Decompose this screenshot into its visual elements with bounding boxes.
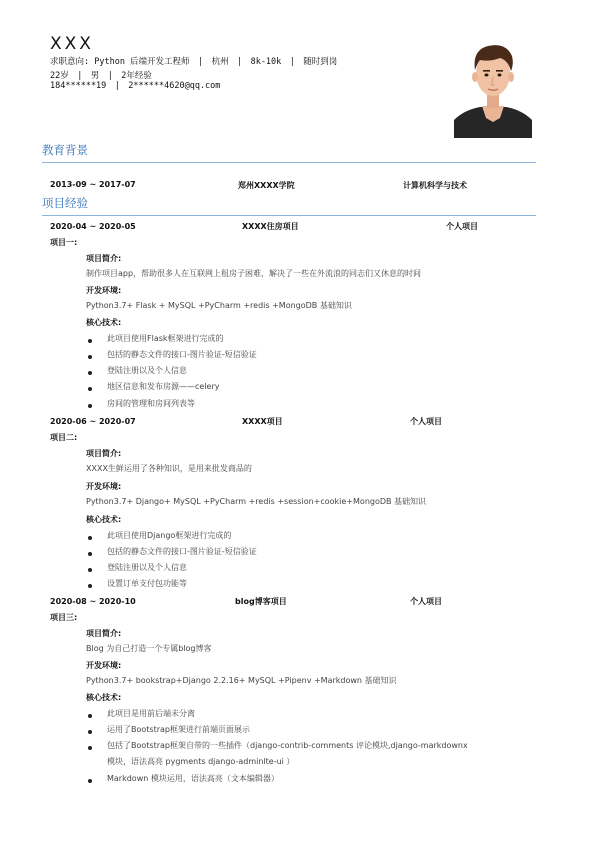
project-role: 个人项目 xyxy=(410,417,442,426)
tech-item: 地区信息和发布房源——celery xyxy=(107,382,220,391)
section-divider xyxy=(42,162,536,163)
candidate-name: XXX xyxy=(50,34,94,54)
env-text: Python3.7+ bookstrap+Django 2.2.16+ MySQL +Pipenv +Markdown 基础知识 xyxy=(86,676,397,685)
tech-label: 核心技术: xyxy=(86,693,122,702)
project-index: 项目三: xyxy=(50,613,78,622)
bullet-icon xyxy=(88,730,92,734)
env-text: Python3.7+ Django+ MySQL +PyCharm +redis +session+cookie+MongoDB 基础知识 xyxy=(86,497,427,506)
tech-item: 运用了Bootstrap框架进行前端页面展示 xyxy=(107,725,250,734)
tech-label: 核心技术: xyxy=(86,318,122,327)
education-major: 计算机科学与技术 xyxy=(403,181,467,190)
bullet-icon xyxy=(88,714,92,718)
contact-line: 184******19 | 2******4620@qq.com xyxy=(50,81,221,91)
bullet-icon xyxy=(88,387,92,391)
tech-item: 此项目使用Django框架进行完成的 xyxy=(107,531,232,540)
bullet-icon xyxy=(88,404,92,408)
tech-item: 登陆注册以及个人信息 xyxy=(107,563,187,572)
experience: 2年经验 xyxy=(121,71,152,81)
email: 2******4620@qq.com xyxy=(128,81,221,91)
intro-label: 项目简介: xyxy=(86,629,122,638)
tech-item: 包括的静态文件的接口-图片验证-短信验证 xyxy=(107,350,257,359)
intro-text: 制作项目app，帮助很多人在互联网上租房子困难，解决了一些在外流浪的同志们又休息的时间 xyxy=(86,269,422,278)
intro-text: XXXX生鲜运用了各种知识，是用来批发商品的 xyxy=(86,464,252,473)
tech-item: Markdown 模块运用，语法高亮（文本编辑器） xyxy=(107,774,279,783)
project-period: 2020-06 ~ 2020-07 xyxy=(50,417,136,426)
bullet-icon xyxy=(88,568,92,572)
tech-item-continuation: 模块，语法高亮 pygments django-adminlte-ui ） xyxy=(107,757,295,766)
tech-label: 核心技术: xyxy=(86,515,122,524)
tech-item: 此项目是用前后端未分离 xyxy=(107,709,195,718)
job-intent: 求职意向: Python 后端开发工程师 xyxy=(50,57,190,67)
bullet-icon xyxy=(88,746,92,750)
job-intent-line: 求职意向: Python 后端开发工程师 | 杭州 | 8k-10k | 随时到岗 xyxy=(50,57,338,67)
project-name: XXXX项目 xyxy=(242,417,283,426)
availability: 随时到岗 xyxy=(303,57,338,67)
intro-text: Blog 为自己打造一个专属blog博客 xyxy=(86,644,212,653)
tech-item: 包括的静态文件的接口-图片验证-短信验证 xyxy=(107,547,257,556)
phone: 184******19 xyxy=(50,81,107,91)
bullet-icon xyxy=(88,779,92,783)
project-index: 项目二: xyxy=(50,433,78,442)
section-title-education: 教育背景 xyxy=(42,143,88,157)
env-label: 开发环境: xyxy=(86,661,122,670)
intro-label: 项目简介: xyxy=(86,449,122,458)
avatar xyxy=(454,34,532,138)
project-role: 个人项目 xyxy=(410,597,442,606)
bullet-icon xyxy=(88,584,92,588)
project-role: 个人项目 xyxy=(446,222,478,231)
tech-item: 房间的管理和房间列表等 xyxy=(107,399,195,408)
bullet-icon xyxy=(88,552,92,556)
age: 22岁 xyxy=(50,71,69,81)
intro-label: 项目简介: xyxy=(86,254,122,263)
project-name: XXXX住房项目 xyxy=(242,222,299,231)
project-period: 2020-08 ~ 2020-10 xyxy=(50,597,136,606)
tech-item: 包括了Bootstrap框架自带的一些插件（django-contrib-comments 评论模块,django-markdownx xyxy=(107,741,468,750)
project-name: blog博客项目 xyxy=(235,597,287,606)
section-title-projects: 项目经验 xyxy=(42,196,88,210)
tech-item: 登陆注册以及个人信息 xyxy=(107,366,187,375)
bullet-icon xyxy=(88,339,92,343)
section-divider xyxy=(42,215,536,216)
education-school: 郑州XXXX学院 xyxy=(238,181,295,190)
personal-line: 22岁 | 男 | 2年经验 xyxy=(50,71,152,81)
env-label: 开发环境: xyxy=(86,286,122,295)
bullet-icon xyxy=(88,355,92,359)
location: 杭州 xyxy=(211,57,229,67)
env-label: 开发环境: xyxy=(86,482,122,491)
gender: 男 xyxy=(90,71,100,81)
tech-item: 此项目使用Flask框架进行完成的 xyxy=(107,334,224,343)
project-index: 项目一: xyxy=(50,238,78,247)
bullet-icon xyxy=(88,536,92,540)
tech-item: 设置订单支付包功能等 xyxy=(107,579,187,588)
salary: 8k-10k xyxy=(250,57,282,67)
bullet-icon xyxy=(88,371,92,375)
env-text: Python3.7+ Flask + MySQL +PyCharm +redis +MongoDB 基础知识 xyxy=(86,301,352,310)
project-period: 2020-04 ~ 2020-05 xyxy=(50,222,136,231)
education-period: 2013-09 ~ 2017-07 xyxy=(50,180,136,189)
